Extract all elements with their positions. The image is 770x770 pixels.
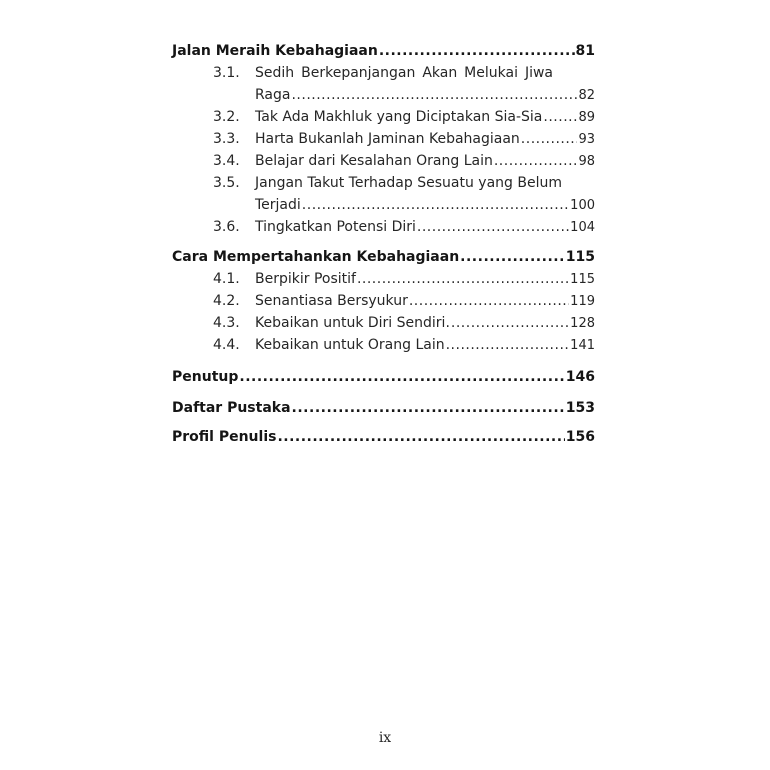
section-number: 4.4. — [213, 337, 240, 353]
section-title: Belajar dari Kesalahan Orang Lain — [255, 153, 493, 169]
dot-leader — [302, 195, 569, 215]
word: Sedih — [255, 65, 295, 81]
section-number: 4.1. — [213, 271, 240, 287]
section-title: Tingkatkan Potensi Diri — [255, 219, 416, 235]
toc-item-3-5-line1[interactable]: Jangan Takut Terhadap Sesuatu yang Belum — [255, 175, 562, 191]
dot-leader — [446, 335, 570, 355]
section-page-number: 141 — [570, 338, 595, 353]
section-number: 3.5. — [213, 175, 240, 191]
toc-penutup[interactable] — [172, 367, 595, 387]
toc-chapter-3[interactable] — [172, 41, 595, 61]
dot-leader — [277, 427, 564, 447]
section-number: 3.3. — [213, 131, 240, 147]
toc-profil-penulis[interactable] — [172, 427, 595, 447]
chapter-page-number: 153 — [565, 400, 595, 416]
dot-leader — [357, 269, 569, 289]
toc-item-4-3[interactable] — [255, 313, 595, 334]
section-number: 4.2. — [213, 293, 240, 309]
chapter-title: Daftar Pustaka — [172, 400, 291, 416]
dot-leader — [292, 398, 565, 418]
section-number: 4.3. — [213, 315, 240, 331]
chapter-page-number: 81 — [575, 43, 595, 59]
dot-leader — [239, 367, 564, 387]
section-title: Berpikir Positif — [255, 271, 356, 287]
toc-chapter-4[interactable] — [172, 247, 595, 267]
section-page-number: 128 — [570, 316, 595, 331]
section-title: Kebaikan untuk Diri Sendiri. — [255, 315, 450, 331]
toc-item-4-2[interactable] — [255, 291, 595, 312]
dot-leader — [417, 217, 569, 237]
section-number: 3.1. — [213, 65, 240, 81]
section-page-number: 82 — [578, 88, 595, 103]
toc-item-3-6[interactable] — [255, 217, 595, 238]
chapter-title: Cara Mempertahankan Kebahagiaan — [172, 249, 460, 265]
toc-daftar-pustaka[interactable] — [172, 398, 595, 418]
section-page-number: 119 — [570, 294, 595, 309]
section-page-number: 100 — [570, 198, 595, 213]
toc-item-3-2[interactable] — [255, 107, 595, 128]
dot-leader — [494, 151, 578, 171]
section-page-number: 93 — [578, 132, 595, 147]
section-page-number: 89 — [578, 110, 595, 125]
chapter-page-number: 156 — [565, 429, 595, 445]
toc-item-3-1-line1[interactable] — [255, 63, 553, 83]
section-title: Kebaikan untuk Orang Lain — [255, 337, 445, 353]
dot-leader — [291, 85, 577, 105]
section-number: 3.4. — [213, 153, 240, 169]
word: Melukai — [464, 65, 518, 81]
section-title: Harta Bukanlah Jaminan Kebahagiaan — [255, 131, 520, 147]
section-number: 3.6. — [213, 219, 240, 235]
toc-item-3-3[interactable] — [255, 129, 595, 150]
toc-item-4-1[interactable] — [255, 269, 595, 290]
toc-item-3-5-line2[interactable] — [255, 195, 595, 216]
section-title-continued: Terjadi — [255, 197, 301, 213]
section-page-number: 115 — [570, 272, 595, 287]
section-page-number: 98 — [578, 154, 595, 169]
word: Berkepanjangan — [301, 65, 416, 81]
dot-leader — [543, 107, 577, 127]
section-title: Tak Ada Makhluk yang Diciptakan Sia-Sia — [255, 109, 543, 125]
chapter-page-number: 115 — [565, 249, 595, 265]
dot-leader — [379, 41, 575, 61]
toc-item-3-4[interactable] — [255, 151, 595, 172]
dot-leader — [451, 313, 569, 333]
word: Jiwa — [524, 65, 553, 81]
chapter-title: Penutup — [172, 369, 239, 385]
chapter-page-number: 146 — [565, 369, 595, 385]
toc-item-4-4[interactable] — [255, 335, 595, 356]
dot-leader — [409, 291, 569, 311]
page-number: ix — [378, 730, 392, 746]
section-number: 3.2. — [213, 109, 240, 125]
section-title: Senantiasa Bersyukur — [255, 293, 408, 309]
section-page-number: 104 — [570, 220, 595, 235]
chapter-title: Jalan Meraih Kebahagiaan — [172, 43, 378, 59]
chapter-title: Profil Penulis — [172, 429, 277, 445]
dot-leader — [521, 129, 578, 149]
toc-item-3-1-line2[interactable] — [255, 85, 595, 106]
word: Akan — [422, 65, 458, 81]
section-title-continued: Raga — [255, 87, 291, 103]
dot-leader — [460, 247, 565, 267]
